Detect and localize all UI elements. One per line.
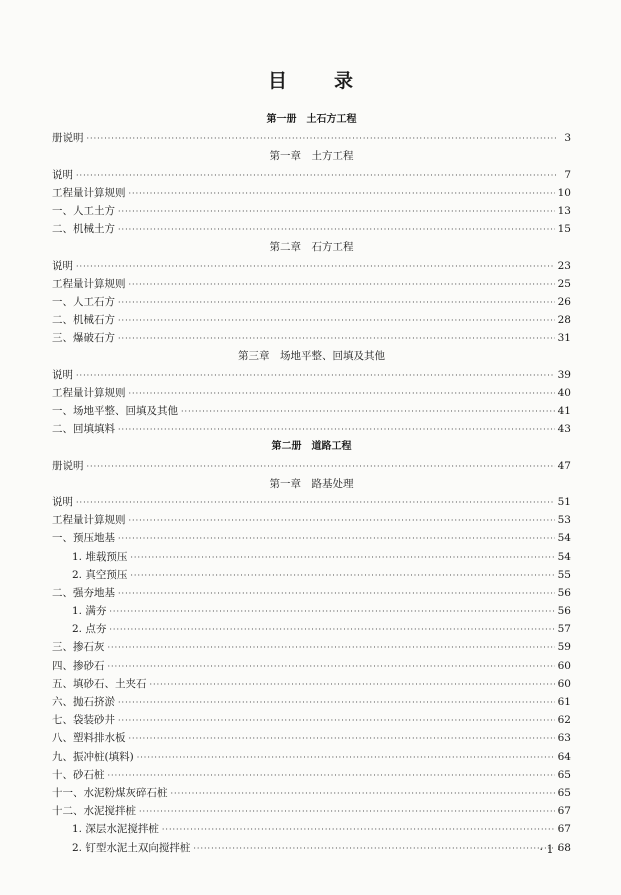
toc-entry-label: 四、掺砂石 [52,659,105,672]
toc-entry-page: 15 [557,223,571,236]
toc-entry-page: 41 [557,405,571,417]
toc-entry-label: 一、场地平整、回填及其他 [52,405,178,417]
toc-entry[interactable] [52,457,571,475]
dot-leader [109,603,554,621]
toc-entry-label: 说明 [52,368,73,381]
dot-leader [129,276,555,294]
dot-leader [181,403,555,421]
toc-entry[interactable] [52,366,571,384]
dot-leader [87,130,559,148]
toc-entry-label: 册说明 [52,132,84,145]
toc-entry-page: 39 [557,368,571,381]
toc-entry-page: 54 [557,550,571,563]
toc-entry-label: 1. 深层水泥搅拌桩 [72,823,159,836]
toc-subentry[interactable] [52,820,571,838]
toc-entry-label: 1. 满夯 [72,605,107,618]
toc-entry-page: 51 [557,495,571,508]
toc-entry-label: 说明 [52,495,73,508]
toc-entry[interactable] [52,711,571,729]
chapter-heading: 第一章 路基处理 [269,477,354,490]
toc-entry[interactable] [52,275,571,293]
toc-entry[interactable] [52,420,571,438]
toc-entry[interactable] [52,220,571,238]
toc-entry-page: 59 [557,641,571,654]
dot-leader [129,730,555,748]
dot-leader [118,312,555,330]
toc-entry-label: 六、抛石挤淤 [52,696,115,708]
toc-entry-label: 册说明 [52,459,84,472]
toc-entry[interactable] [52,257,571,275]
toc-entry[interactable] [52,693,571,711]
toc-subentry[interactable] [52,602,571,620]
toc-entry-label: 十二、水泥搅拌桩 [52,805,136,818]
dot-leader [76,494,555,512]
toc-entry-page: 13 [557,204,571,217]
toc-entry-label: 十一、水泥粉煤灰碎石桩 [52,786,168,799]
volume-heading: 第一册 土石方工程 [266,114,357,125]
toc-entry[interactable] [52,293,571,311]
toc-subentry[interactable] [52,566,571,584]
toc-entry-label: 2. 点夯 [72,623,107,636]
dot-leader [118,221,555,239]
dot-leader [76,167,558,185]
dot-leader [162,821,555,839]
dot-leader [118,421,555,439]
toc-entry-label: 工程量计算规则 [52,386,126,399]
toc-entry[interactable] [52,402,571,420]
chapter-heading: 第二章 石方工程 [269,241,354,254]
dot-leader [118,203,555,221]
toc-entry-label: 说明 [52,168,73,181]
dot-leader [129,185,555,203]
dot-leader [129,512,555,530]
dot-leader [76,367,555,385]
toc-entry[interactable] [52,384,571,402]
dot-leader [118,694,555,712]
toc-entry-page: 65 [557,768,571,781]
toc-entry-page: 67 [557,805,571,818]
toc-entry-label: 工程量计算规则 [52,514,126,527]
toc-entry[interactable] [52,493,571,511]
dot-leader [193,840,554,858]
toc-entry[interactable] [52,784,571,802]
toc-entry-page: 47 [557,459,571,472]
toc-entry-page: 61 [557,696,571,708]
dot-leader [139,803,555,821]
toc-entry-page: 10 [557,186,571,199]
toc-entry[interactable] [52,766,571,784]
toc-subentry[interactable] [52,620,571,638]
toc-entry-page: 25 [557,277,571,290]
toc-entry-label: 三、爆破石方 [52,332,115,345]
dot-leader [118,712,555,730]
dot-leader [108,767,555,785]
dot-leader [118,530,555,548]
toc-entry[interactable] [52,166,571,184]
toc-entry-page: 23 [557,259,571,272]
dot-leader [109,621,554,639]
page-title: 目 录 [267,70,367,92]
dot-leader [150,676,555,694]
toc-entry[interactable] [52,675,571,693]
toc-entry-page: 62 [557,714,571,727]
toc-entry-page: 60 [557,659,571,672]
toc-entry[interactable] [52,129,571,147]
dot-leader [87,458,555,476]
toc-entry-label: 七、袋装砂井 [52,714,115,727]
toc-entry[interactable] [52,584,571,602]
toc-entry-page: 56 [557,586,571,599]
toc-entry-page: 40 [557,386,571,399]
dot-leader [171,785,555,803]
toc-entry-label: 工程量计算规则 [52,277,126,290]
toc-entry-label: 一、预压地基 [52,532,115,545]
toc-entry-page: 68 [557,841,571,854]
dot-leader [118,294,555,312]
toc-entry[interactable] [52,511,571,529]
toc-entry-label: 二、强夯地基 [52,586,115,599]
toc-entry-page: 64 [557,750,571,763]
toc-entry-label: 三、掺石灰 [52,641,105,654]
dot-leader [108,639,555,657]
toc-entry-page: 28 [557,314,571,327]
toc-entry-label: 2. 钉型水泥土双向搅拌桩 [72,841,191,854]
toc-entry-label: 工程量计算规则 [52,186,126,199]
toc-entry-page: 43 [557,423,571,436]
chapter-heading: 第三章 场地平整、回填及其他 [238,350,385,363]
toc-entry-page: 31 [557,332,571,345]
toc-entry[interactable] [52,638,571,656]
toc-entry[interactable] [52,202,571,220]
toc-entry-page: 57 [557,623,571,636]
dot-leader [108,658,555,676]
toc-entry-label: 二、机械石方 [52,314,115,327]
toc-entry[interactable] [52,329,571,347]
toc-entry[interactable] [52,729,571,747]
toc-subentry[interactable] [52,839,571,857]
toc-entry-label: 五、填砂石、土夹石 [52,677,147,690]
toc-entry-page: 54 [557,532,571,545]
toc-entry-page: 55 [557,568,571,581]
dot-leader [129,385,555,403]
chapter-heading: 第一章 土方工程 [269,150,354,163]
toc-entry-label: 八、塑料排水板 [52,732,126,745]
toc-entry-label: 二、机械土方 [52,223,115,236]
toc-entry-page: 60 [557,677,571,690]
toc-entry[interactable] [52,657,571,675]
toc-entry-page: 53 [557,514,571,527]
toc-entry-page: 56 [557,605,571,618]
dot-leader [118,330,555,348]
toc-entry[interactable] [52,802,571,820]
toc-entry-label: 2. 真空预压 [72,568,128,581]
dot-leader [130,549,554,567]
toc-entry-page: 67 [557,823,571,836]
toc-entry-label: 说明 [52,259,73,272]
toc-entry-page: 63 [557,732,571,745]
toc-entry[interactable] [52,748,571,766]
dot-leader [76,258,555,276]
toc-entry-label: 1. 堆载预压 [72,550,128,563]
toc-entry[interactable] [52,529,571,547]
toc-entry-label: 二、回填填料 [52,423,115,436]
volume-heading: 第二册 道路工程 [271,441,352,453]
toc-entry-label: 一、人工土方 [52,204,115,217]
toc-entry-label: 九、振冲桩(填料) [52,750,134,763]
toc-entry-page: 3 [564,132,571,145]
toc-entry-page: 7 [564,168,571,181]
toc-entry[interactable] [52,311,571,329]
toc-entry-page: 65 [557,786,571,799]
toc-entry-label: 十、砂石桩 [52,768,105,781]
page-number: · 1 · [539,843,561,856]
dot-leader [137,749,555,767]
dot-leader [130,567,554,585]
toc-entry-label: 一、人工石方 [52,295,115,308]
dot-leader [118,585,555,603]
toc-entry[interactable] [52,184,571,202]
table-of-contents [52,111,571,857]
toc-subentry[interactable] [52,548,571,566]
toc-entry-page: 26 [557,295,571,308]
